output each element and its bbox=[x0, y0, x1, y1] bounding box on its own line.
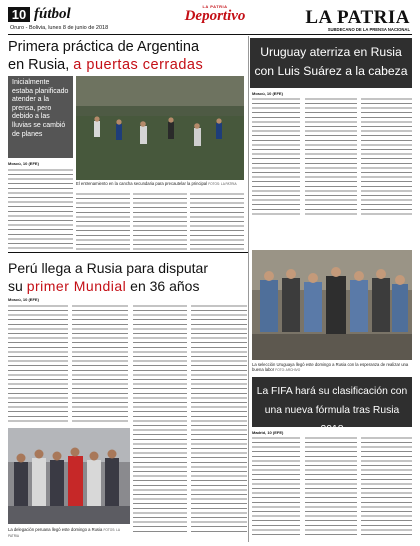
supplement-name: Deportivo bbox=[184, 8, 246, 24]
article2-photo bbox=[252, 250, 412, 360]
article1-photo-credit: FOTOS: LA PATRIA bbox=[208, 182, 237, 186]
article3-dateline: Moscú, 10 (EFE) bbox=[8, 297, 39, 302]
article2-photo-credit: FOTO: ARCHIVO bbox=[275, 368, 301, 372]
article1-headline-line1: Primera práctica de Argentina bbox=[8, 39, 200, 55]
article4-dateline: Madrid, 10 (EFE) bbox=[252, 430, 284, 435]
article1-body-col1 bbox=[8, 168, 73, 250]
page-number: 10 bbox=[11, 7, 27, 22]
page-header bbox=[8, 6, 412, 34]
middle-divider bbox=[8, 252, 248, 253]
article3-headline-end: en 36 años bbox=[126, 278, 200, 294]
article3-headline-line1: Perú llega a Rusia para disputar bbox=[8, 260, 209, 276]
section-title: fútbol bbox=[34, 6, 71, 22]
peru-delegation-photo bbox=[8, 428, 130, 524]
page-number-box bbox=[8, 7, 30, 22]
article3-photo bbox=[8, 428, 130, 524]
article2-headline-band bbox=[250, 38, 412, 88]
article1-deck-text: Inicialmente estaba planificado atender a la prensa, pero debido a las lluvias se cambió de planes bbox=[12, 79, 69, 138]
article2-body-col2 bbox=[305, 97, 357, 215]
article3-body-col4 bbox=[191, 304, 247, 534]
article1-headline bbox=[8, 38, 248, 74]
article3-photo-credit: FOTOS: LA PATRIA bbox=[8, 528, 120, 538]
article3-photo-caption bbox=[8, 527, 130, 539]
article2-caption-text: La selección Uruguaya llegó este domingo a Rusia con la esperanza de realizar una buena labor bbox=[252, 362, 409, 372]
argentina-training-photo bbox=[76, 76, 244, 180]
article1-body-col3 bbox=[133, 192, 187, 250]
article1-photo bbox=[76, 76, 244, 180]
article1-body-col4 bbox=[190, 192, 244, 250]
uruguay-team-photo bbox=[252, 250, 412, 360]
article1-headline-plain: en Rusia, bbox=[8, 57, 74, 73]
article3-headline bbox=[8, 259, 248, 295]
article1-photo-caption bbox=[76, 181, 244, 187]
article1-headline-accent: a puertas cerradas bbox=[73, 57, 204, 73]
article3-headline-accent: primer Mundial bbox=[26, 278, 127, 294]
article1-caption-text: El entrenamiento en la cancha secundaria para precautelar la principal bbox=[76, 181, 208, 186]
date-line: Oruro - Bolivia, lunes 8 de junio de 2018 bbox=[10, 25, 109, 31]
column-divider bbox=[248, 36, 249, 542]
article3-body-col3 bbox=[133, 304, 187, 534]
article2-body-col1 bbox=[252, 97, 300, 215]
supplement-small-label: LA PATRIA bbox=[202, 4, 228, 9]
article4-headline-line2: una nueva fórmula tras Rusia 2018 bbox=[264, 405, 400, 435]
article2-body-col3 bbox=[361, 97, 412, 215]
article3-headline-plain: su bbox=[8, 278, 27, 294]
article4-body-col3 bbox=[361, 436, 412, 536]
article2-photo-caption bbox=[252, 362, 412, 373]
header-divider bbox=[8, 34, 412, 35]
masthead: LA PATRIA bbox=[305, 7, 410, 28]
article2-headline-line1: Uruguay aterriza en Rusia bbox=[260, 45, 402, 59]
article4-body-col1 bbox=[252, 436, 300, 536]
article1-dateline: Moscú, 10 (EFE) bbox=[8, 161, 39, 166]
article3-body-col2 bbox=[72, 304, 128, 424]
article1-body-col2 bbox=[76, 192, 130, 250]
article4-headline-line1: La FIFA hará su clasificación con bbox=[256, 386, 408, 397]
article3-body-col1 bbox=[8, 304, 68, 424]
article1-headline-line2 bbox=[8, 56, 248, 74]
article2-headline-line2: con Luis Suárez a la cabeza bbox=[254, 64, 408, 78]
masthead-tagline: SUBDECANO DE LA PRENSA NACIONAL bbox=[327, 27, 410, 32]
body-text-block bbox=[8, 168, 73, 250]
article3-headline-line2 bbox=[8, 277, 248, 295]
supplement-logo bbox=[180, 4, 250, 30]
article1-deck bbox=[8, 76, 73, 158]
article2-dateline: Moscú, 10 (EFE) bbox=[252, 91, 283, 96]
article3-caption-text: La delegación peruana llegó este domingo a Rusia bbox=[8, 527, 103, 532]
article4-body-col2 bbox=[305, 436, 357, 536]
